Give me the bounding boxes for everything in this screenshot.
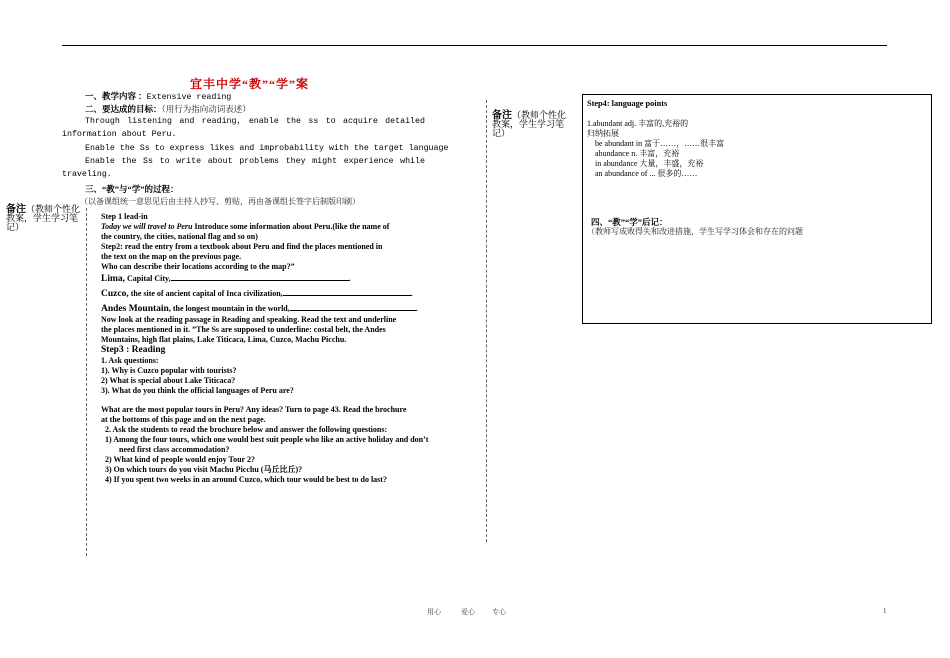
tours-line1: What are the most popular tours in Peru? Any ideas? Turn to page 43. Read the brochure — [101, 405, 407, 415]
goal2: Enable the Ss to express likes and improbability with the target language — [85, 144, 449, 153]
brochure-q4: 4) If you spent two weeks in an around Cuzco, which tour would be best to do last? — [105, 474, 387, 484]
box-line6: an abundance of ... 很多的…… — [595, 169, 698, 178]
ask2: 2. Ask the students to read the brochure below and answer the following questions: — [105, 425, 388, 435]
box-line3: be abundant in 富于……，……很丰富 — [595, 139, 725, 148]
box-line2: 归纳拓展 — [587, 129, 619, 138]
footer-f2: 爱心 — [461, 608, 475, 616]
step2-line3: Who can describe their locations according to the map?” — [101, 261, 295, 271]
lead-in-rest: Introduce some information about Peru.(like the name of — [192, 221, 390, 231]
box-line1: 1.abundant adj. 丰富的,充裕的 — [587, 119, 689, 128]
andes-blank — [290, 302, 416, 311]
question-3: 3). What do you think the official languages of Peru are? — [101, 385, 294, 395]
question-1: 1). Why is Cuzco popular with tourists? — [101, 365, 237, 375]
cuzco-blank — [283, 287, 411, 296]
goals-hint: （用行为指向动词表述） — [161, 104, 251, 114]
cuzco-name: Cuzco, — [101, 289, 129, 300]
step2-line2: the text on the map on the previous page. — [101, 251, 242, 261]
now-line3: Mountains, high flat plains, Lake Titicaca, Lima, Cuzco, Machu Picchu. — [101, 334, 347, 344]
footer-f1: 用心 — [427, 608, 441, 616]
goal1-line2: information about Peru. — [62, 130, 177, 139]
reflection-heading: 四、“教”“学”后记： — [591, 217, 668, 227]
now-line1: Now look at the reading passage in Reading and speaking. Read the text and underline — [101, 315, 397, 325]
brochure-q1-line1: 1) Among the four tours, which one would best suit people who like an active holiday and don’t — [105, 435, 429, 445]
mid-note-head: 备注 — [492, 110, 512, 121]
content-value: Extensive reading — [146, 93, 232, 102]
process-label: 三、“教”与“学”的过程： — [85, 184, 179, 194]
lima-name: Lima, — [101, 274, 126, 285]
goal3-line2: traveling. — [62, 170, 112, 179]
left-divider — [86, 208, 87, 556]
footer-f3: 专心 — [492, 608, 506, 616]
goal1-line1: Through listening and reading, enable the ss to acquire detailed — [85, 117, 425, 126]
goals-line — [85, 103, 251, 115]
left-note-line2: 教案，学生学习笔 — [6, 213, 79, 223]
left-note-line3: 记） — [6, 222, 25, 232]
mid-note-line3: 记） — [492, 128, 511, 138]
now-line2: the places mentioned in it. ”The Ss are supposed to underline: costal belt, the Andes — [101, 325, 386, 335]
middle-divider — [486, 100, 487, 542]
box-line4: abundance n. 丰富，充裕 — [595, 149, 680, 158]
box-content — [587, 119, 724, 179]
box-line5: in abundance 大量，丰盛，充裕 — [595, 159, 704, 168]
cuzco-line: Cuzco, the site of ancient capital of Inca civilization, . — [101, 289, 413, 300]
goal3-line1: Enable the Ss to write about problems they might experience while — [85, 157, 425, 166]
brochure-q1-line2: need first class accommodation? — [119, 445, 230, 455]
tours-line2: at the bottoms of this page and on the next page. — [101, 415, 266, 425]
page-number: 1 — [883, 607, 887, 615]
brochure-q3: 3) On which tours do you visit Machu Picchu (马丘比丘)? — [105, 464, 303, 474]
lead-in-cont: the country, the cities, national flag and so on) — [101, 231, 258, 241]
step2-line1: Step2: read the entry from a textbook about Peru and find the places mentioned in — [101, 241, 383, 251]
top-rule — [62, 45, 887, 46]
step1-heading: Step 1 lead-in — [101, 212, 148, 221]
andes-line: Andes Mountain, the longest mountain in the world, . — [101, 304, 418, 315]
andes-name: Andes Mountain — [101, 304, 169, 315]
step3-heading: Step3 : Reading — [101, 344, 166, 355]
cuzco-desc: the site of ancient capital of Inca civilization, — [128, 289, 283, 299]
left-note — [6, 205, 86, 232]
left-note-line1: （教师个性化 — [26, 204, 81, 214]
content-line — [85, 90, 231, 102]
goals-label: 二、要达成的目标： — [85, 104, 162, 114]
brochure-q2: 2) What kind of people would enjoy Tour 2? — [105, 454, 255, 464]
question-2: 2) What is special about Lake Titicaca? — [101, 375, 236, 385]
lima-blank — [171, 272, 349, 281]
lead-in-italic: Today we will travel to Peru — [101, 221, 193, 231]
mid-note-line2: 教案，学生学习笔 — [492, 119, 565, 129]
ask-questions: 1. Ask questions: — [101, 355, 159, 365]
page-title: 宜丰中学“教”“学”案 — [190, 77, 310, 91]
reflection-hint: （教师写成败得失和改进措施，学生写学习体会和存在的问题 — [587, 227, 803, 236]
lima-desc: Capital City, — [125, 274, 171, 284]
andes-desc: , the longest mountain in the world, — [168, 304, 290, 314]
content-label: 一、教学内容 ： — [85, 91, 147, 101]
lesson-body — [101, 212, 486, 485]
box-heading: Step4: language points — [587, 99, 668, 108]
left-note-head: 备注 — [6, 204, 26, 215]
mid-note — [492, 111, 578, 138]
lead-in-line — [101, 222, 486, 232]
language-points-box — [582, 94, 932, 324]
mid-note-line1: （教师个性化 — [512, 110, 567, 120]
lima-line: Lima, Capital City, . — [101, 274, 351, 285]
process-hint: （以备课组统一意思见后由主持人抄写、剪贴，再由备课组长签字后制版印刷） — [80, 197, 360, 206]
